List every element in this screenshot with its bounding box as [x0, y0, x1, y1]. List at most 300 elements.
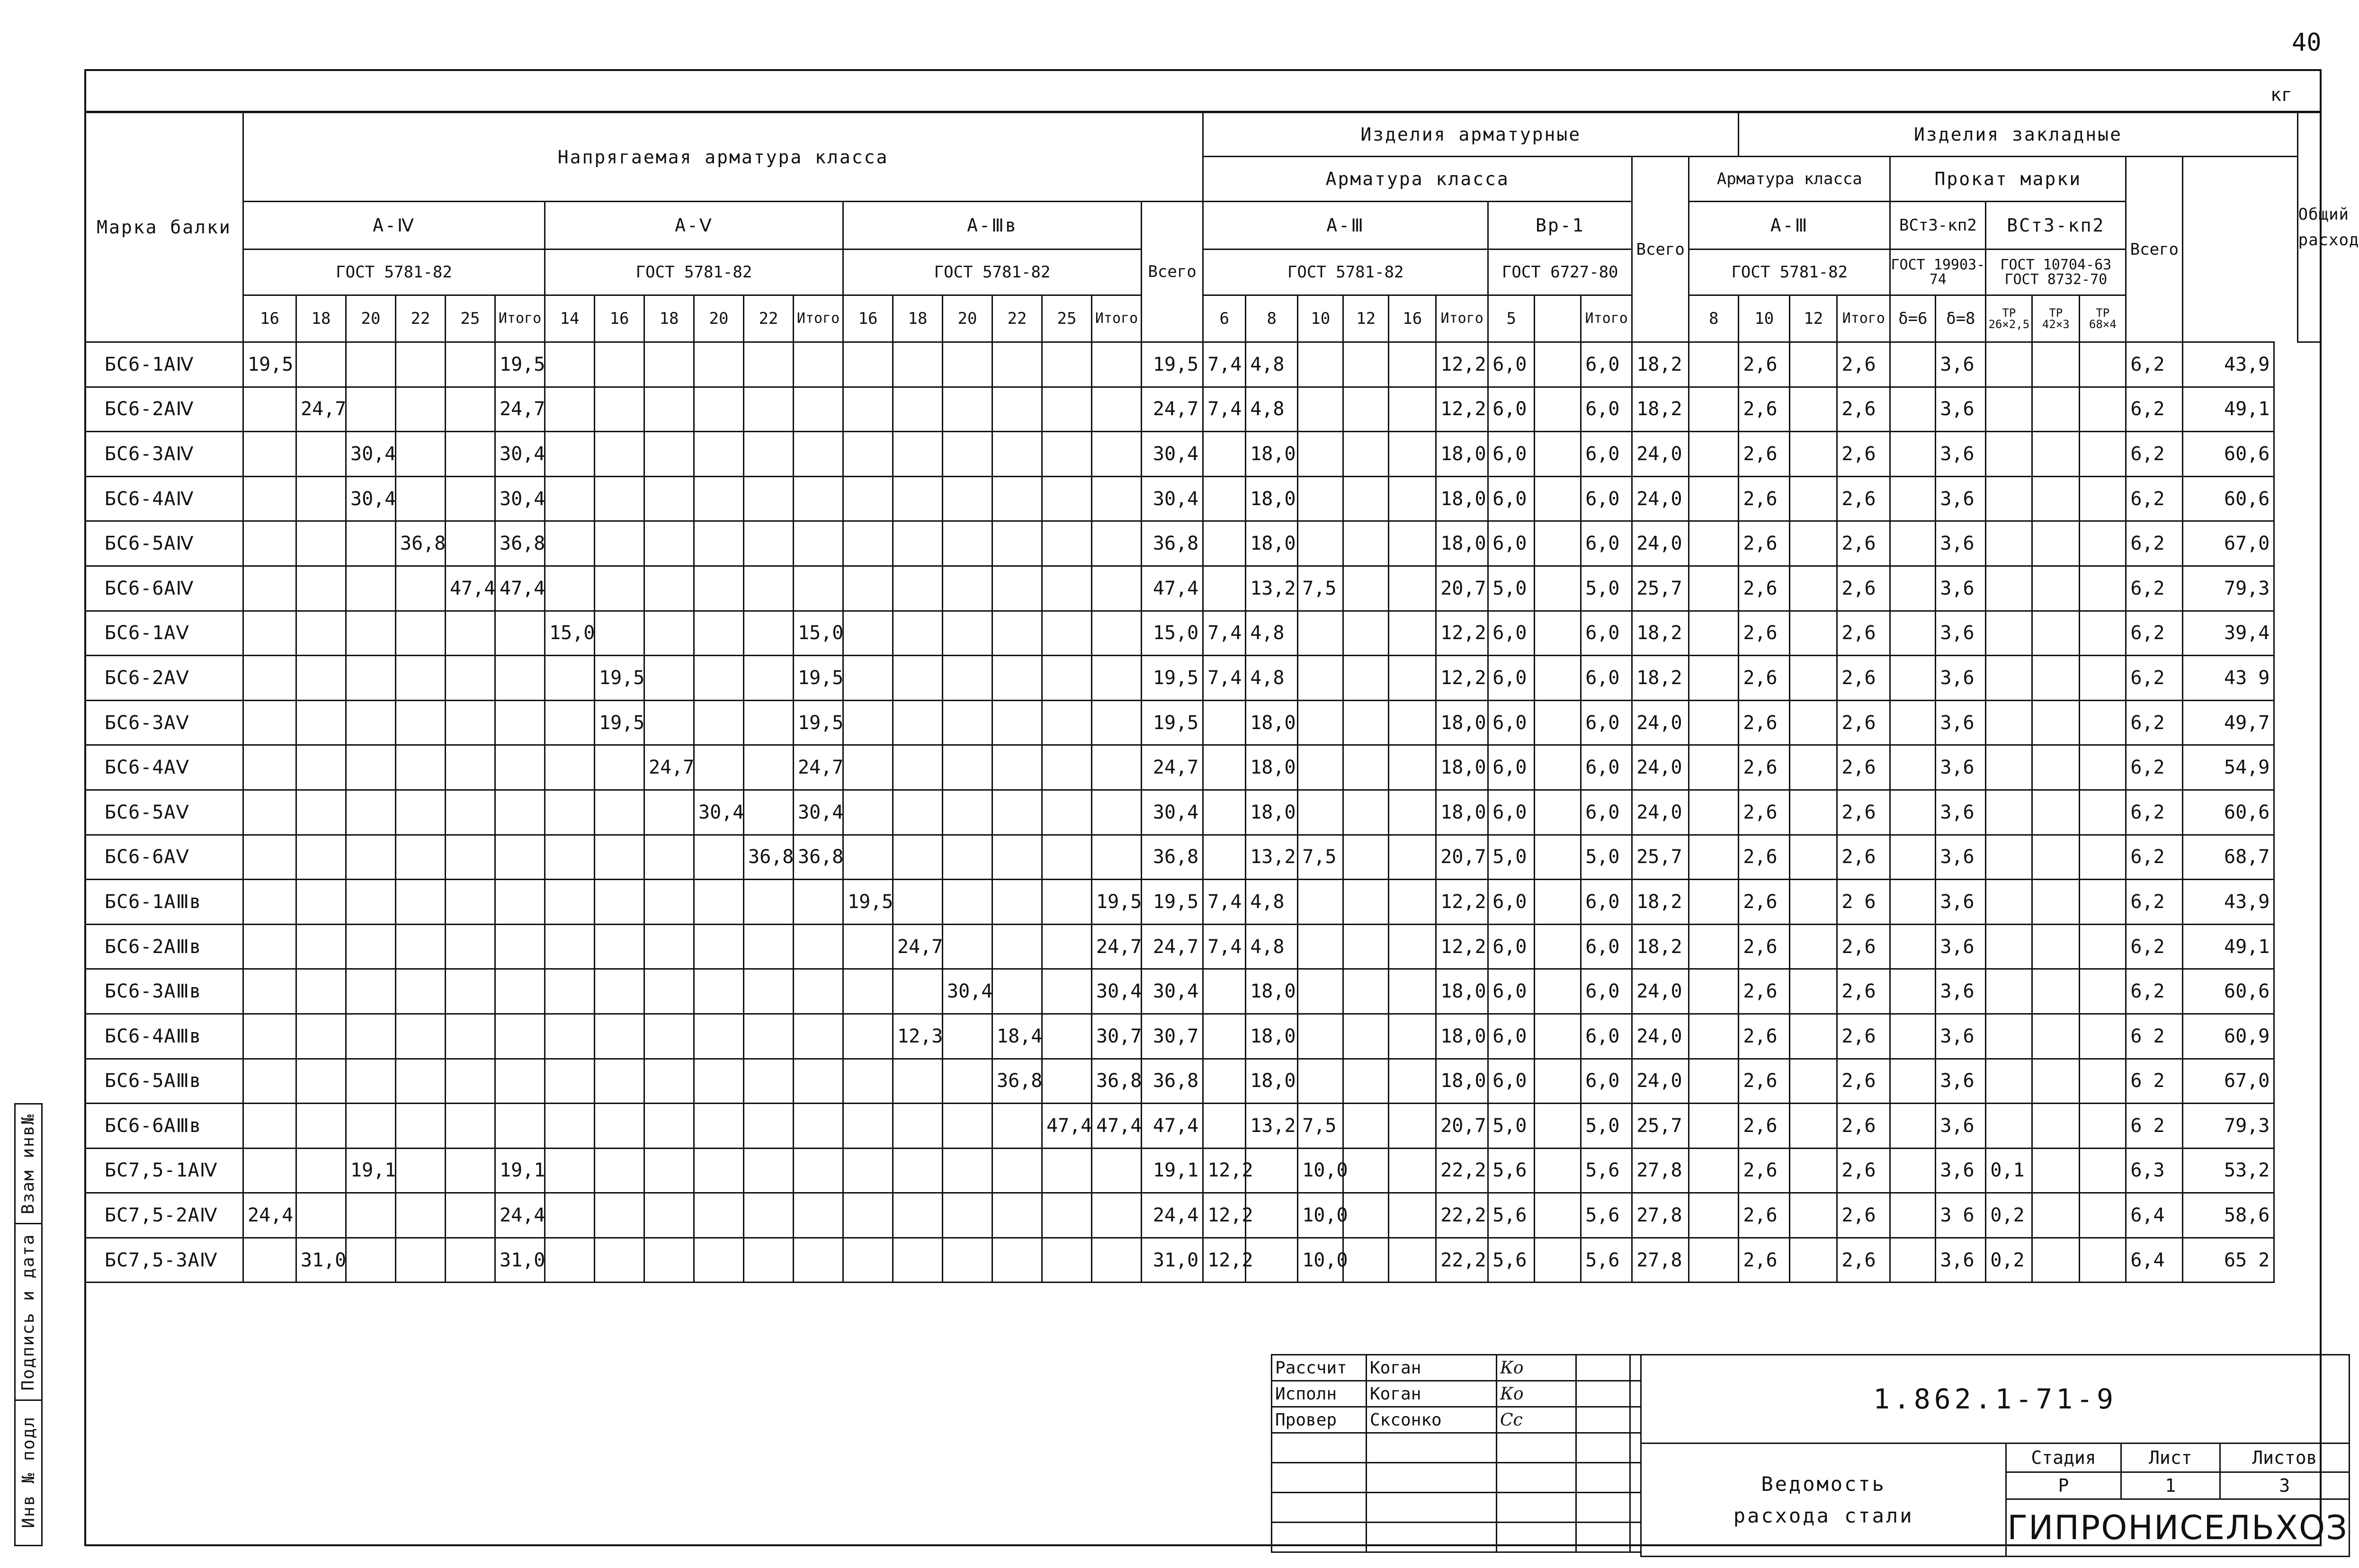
table-cell: [296, 476, 346, 521]
table-cell: [346, 700, 396, 745]
beam-mark: БС6-2АⅢв: [85, 924, 243, 969]
table-cell: 2,6: [1739, 1104, 1790, 1149]
table-cell: [2080, 566, 2126, 611]
table-cell: 49,7: [2183, 700, 2274, 745]
table-cell: [1535, 1014, 1581, 1059]
table-cell: [843, 387, 893, 432]
table-cell: [1389, 656, 1436, 701]
stamp-role-exec: Исполн: [1272, 1381, 1367, 1407]
table-cell: 60,6: [2183, 432, 2274, 477]
table-cell: 36,8: [396, 521, 446, 566]
table-cell: 3,6: [1936, 835, 1986, 880]
table-cell: 6,0: [1488, 790, 1535, 835]
table-cell: [1535, 969, 1581, 1014]
table-cell: [1790, 432, 1837, 477]
beam-mark: БС6-1АⅣ: [85, 342, 243, 387]
table-cell: [943, 880, 992, 925]
table-cell: [595, 432, 644, 477]
table-cell: [644, 835, 694, 880]
table-cell: [1343, 1014, 1389, 1059]
table-cell: 2,6: [1837, 476, 1890, 521]
table-cell: 4,8: [1246, 924, 1298, 969]
table-cell: [1203, 566, 1246, 611]
table-cell: 10,0: [1298, 1193, 1343, 1238]
table-cell: [2032, 1059, 2080, 1104]
table-cell: [1343, 342, 1389, 387]
table-cell: 30,4: [1142, 432, 1203, 477]
table-cell: [1343, 521, 1389, 566]
table-cell: [2032, 700, 2080, 745]
table-cell: [893, 611, 943, 656]
table-cell: 6,2: [2126, 969, 2183, 1014]
table-cell: [1092, 1148, 1142, 1193]
table-cell: [2032, 611, 2080, 656]
table-cell: [1890, 1104, 1936, 1149]
table-cell: [893, 387, 943, 432]
header-gost-a3v: ГОСТ 5781-82: [843, 249, 1142, 295]
table-cell: [744, 1238, 794, 1283]
table-row: [85, 1014, 2321, 1059]
table-cell: [495, 835, 545, 880]
table-cell: 13,2: [1246, 566, 1298, 611]
table-cell: 12,3: [893, 1014, 943, 1059]
table-cell: [1790, 387, 1837, 432]
table-cell: [843, 432, 893, 477]
table-cell: [794, 1014, 843, 1059]
table-cell: [644, 880, 694, 925]
beam-mark: БС6-6АⅢв: [85, 1104, 243, 1149]
table-cell: 6,2: [2126, 521, 2183, 566]
table-cell: [1298, 1014, 1343, 1059]
table-cell: [2032, 387, 2080, 432]
table-cell: [1890, 387, 1936, 432]
table-cell: 36,8: [1142, 521, 1203, 566]
table-cell: 24,7: [1142, 387, 1203, 432]
table-cell: [1790, 1148, 1837, 1193]
sheet-title-line1: Ведомость: [1761, 1472, 1886, 1496]
table-cell: 6,0: [1488, 387, 1535, 432]
table-cell: 47,4: [1042, 1104, 1092, 1149]
table-cell: 12,2: [1436, 342, 1488, 387]
table-cell: 12,2: [1203, 1193, 1246, 1238]
table-cell: [346, 521, 396, 566]
table-cell: [243, 790, 296, 835]
table-cell: 24,4: [495, 1193, 545, 1238]
table-cell: [346, 790, 396, 835]
table-cell: [545, 476, 595, 521]
table-cell: [2080, 476, 2126, 521]
table-cell: [396, 969, 446, 1014]
stage-value: Р: [2006, 1472, 2121, 1499]
table-cell: [595, 969, 644, 1014]
table-cell: [893, 566, 943, 611]
table-cell: 18,0: [1246, 745, 1298, 790]
table-cell: [1986, 476, 2032, 521]
table-cell: [1203, 432, 1246, 477]
diam-a3v-18: 18: [893, 295, 943, 342]
table-cell: [644, 1193, 694, 1238]
table-cell: [1890, 611, 1936, 656]
table-cell: 36,8: [1092, 1059, 1142, 1104]
beam-mark: БС6-2АⅤ: [85, 656, 243, 701]
table-cell: 12,2: [1436, 880, 1488, 925]
table-cell: [296, 566, 346, 611]
table-cell: 2,6: [1837, 1014, 1890, 1059]
subtotal-emb-a3: Итого: [1837, 295, 1890, 342]
table-cell: [992, 521, 1042, 566]
table-cell: 24,0: [1632, 1059, 1689, 1104]
table-cell: 49,1: [2183, 387, 2274, 432]
table-cell: [2032, 1193, 2080, 1238]
table-cell: [893, 1193, 943, 1238]
table-cell: 18,4: [992, 1014, 1042, 1059]
table-cell: 22,2: [1436, 1238, 1488, 1283]
table-cell: [2080, 1059, 2126, 1104]
table-cell: [595, 611, 644, 656]
table-row: [85, 1193, 2321, 1238]
table-cell: 2,6: [1739, 1148, 1790, 1193]
table-cell: [1790, 969, 1837, 1014]
table-cell: 2,6: [1837, 924, 1890, 969]
table-cell: [2080, 1193, 2126, 1238]
table-cell: 30,4: [694, 790, 744, 835]
table-cell: 2,6: [1739, 924, 1790, 969]
table-cell: [943, 700, 992, 745]
table-cell: 2,6: [1837, 387, 1890, 432]
table-cell: [992, 790, 1042, 835]
table-cell: [893, 521, 943, 566]
table-cell: [446, 1104, 495, 1149]
table-cell: [1790, 745, 1837, 790]
subtotal-arm-a3: Итого: [1436, 295, 1488, 342]
table-cell: [794, 1193, 843, 1238]
table-cell: [446, 387, 495, 432]
table-cell: [1042, 969, 1092, 1014]
table-cell: [243, 656, 296, 701]
table-cell: [396, 566, 446, 611]
table-cell: [446, 790, 495, 835]
table-cell: [446, 432, 495, 477]
table-cell: [992, 342, 1042, 387]
tube-68: ТР 68×4: [2080, 295, 2126, 342]
table-cell: [1343, 1238, 1389, 1283]
table-cell: [1389, 745, 1436, 790]
table-cell: 12,2: [1203, 1148, 1246, 1193]
table-cell: 12,2: [1436, 924, 1488, 969]
table-row: [85, 1148, 2321, 1193]
table-cell: 3,6: [1936, 924, 1986, 969]
table-cell: [1689, 1193, 1739, 1238]
table-cell: [1298, 476, 1343, 521]
table-cell: 22,2: [1436, 1148, 1488, 1193]
table-cell: [644, 1014, 694, 1059]
table-cell: 3,6: [1936, 342, 1986, 387]
table-cell: 2,6: [1837, 1059, 1890, 1104]
table-cell: 30,4: [1142, 790, 1203, 835]
table-cell: [1790, 1193, 1837, 1238]
beam-mark: БС7,5-1АⅣ: [85, 1148, 243, 1193]
diam-a4-22: 22: [396, 295, 446, 342]
table-cell: 49,1: [2183, 924, 2274, 969]
table-cell: 6,0: [1581, 342, 1632, 387]
table-cell: [346, 969, 396, 1014]
table-row: [85, 476, 2321, 521]
table-cell: 6,0: [1488, 521, 1535, 566]
table-cell: [1389, 1014, 1436, 1059]
table-cell: 6,4: [2126, 1193, 2183, 1238]
table-cell: [1689, 969, 1739, 1014]
table-cell: 3,6: [1936, 1238, 1986, 1283]
table-cell: [595, 790, 644, 835]
table-cell: [1790, 476, 1837, 521]
table-cell: [243, 969, 296, 1014]
table-cell: 6,2: [2126, 656, 2183, 701]
table-cell: [1389, 432, 1436, 477]
table-cell: [1890, 924, 1936, 969]
table-cell: 2,6: [1739, 566, 1790, 611]
table-cell: 36,8: [1142, 1059, 1203, 1104]
table-cell: [1535, 700, 1581, 745]
table-cell: 6,2: [2126, 476, 2183, 521]
stamp-signature-calc: Ко: [1497, 1355, 1576, 1381]
table-cell: 6,0: [1488, 432, 1535, 477]
table-cell: [943, 656, 992, 701]
table-cell: 2,6: [1837, 1238, 1890, 1283]
table-cell: [1092, 700, 1142, 745]
table-cell: [843, 342, 893, 387]
table-cell: 3,6: [1936, 656, 1986, 701]
table-cell: 12,2: [1436, 387, 1488, 432]
table-cell: 3,6: [1936, 611, 1986, 656]
table-cell: 2,6: [1739, 656, 1790, 701]
table-cell: 18,0: [1436, 521, 1488, 566]
table-cell: [1689, 1104, 1739, 1149]
table-cell: 2,6: [1837, 1193, 1890, 1238]
table-cell: [446, 1148, 495, 1193]
diam-arm-12: 12: [1343, 295, 1389, 342]
table-cell: [1890, 745, 1936, 790]
table-cell: [446, 1238, 495, 1283]
table-cell: [1042, 1193, 1092, 1238]
table-cell: [243, 1238, 296, 1283]
table-cell: [346, 924, 396, 969]
table-cell: 3,6: [1936, 745, 1986, 790]
table-cell: 6,0: [1488, 969, 1535, 1014]
table-cell: [744, 342, 794, 387]
stamp-signature-exec: Ко: [1497, 1381, 1576, 1407]
table-cell: [1389, 342, 1436, 387]
table-cell: 54,9: [2183, 745, 2274, 790]
table-cell: [1389, 835, 1436, 880]
table-cell: 6,0: [1581, 476, 1632, 521]
table-cell: [243, 521, 296, 566]
table-cell: [794, 432, 843, 477]
table-cell: [992, 1238, 1042, 1283]
table-cell: [843, 790, 893, 835]
table-cell: [2032, 1104, 2080, 1149]
table-cell: [992, 476, 1042, 521]
table-cell: [2080, 790, 2126, 835]
organization-name: ГИПРОНИСЕЛЬХОЗ: [2006, 1499, 2350, 1557]
table-cell: [744, 611, 794, 656]
table-cell: [1986, 745, 2032, 790]
table-cell: [1535, 521, 1581, 566]
table-cell: [2032, 969, 2080, 1014]
table-cell: 24,7: [1092, 924, 1142, 969]
table-cell: [1689, 700, 1739, 745]
table-cell: [396, 1059, 446, 1104]
table-cell: 43,9: [2183, 880, 2274, 925]
table-cell: [1535, 1148, 1581, 1193]
table-cell: [794, 387, 843, 432]
table-cell: [893, 342, 943, 387]
table-cell: [744, 700, 794, 745]
table-cell: [545, 432, 595, 477]
table-cell: 36,8: [794, 835, 843, 880]
table-cell: [243, 745, 296, 790]
table-cell: [296, 969, 346, 1014]
table-cell: [346, 656, 396, 701]
table-cell: [1298, 1059, 1343, 1104]
table-cell: 6,0: [1581, 700, 1632, 745]
table-cell: [1986, 521, 2032, 566]
table-cell: 2,6: [1739, 387, 1790, 432]
table-cell: [1535, 432, 1581, 477]
table-cell: [1389, 387, 1436, 432]
table-cell: [296, 835, 346, 880]
table-cell: [1042, 432, 1092, 477]
table-cell: 3,6: [1936, 566, 1986, 611]
table-cell: 6,0: [1488, 1014, 1535, 1059]
table-cell: [893, 835, 943, 880]
table-cell: 6 2: [2126, 1014, 2183, 1059]
table-cell: [1689, 790, 1739, 835]
table-cell: [1343, 611, 1389, 656]
table-cell: 6,0: [1581, 880, 1632, 925]
table-cell: [1092, 835, 1142, 880]
table-cell: [595, 1059, 644, 1104]
table-cell: [992, 745, 1042, 790]
header-total-consumption: Общий расход: [2297, 113, 2321, 342]
table-cell: [396, 790, 446, 835]
table-cell: [843, 1148, 893, 1193]
table-cell: [1042, 924, 1092, 969]
table-cell: [644, 1104, 694, 1149]
table-cell: [694, 880, 744, 925]
table-cell: [545, 790, 595, 835]
table-cell: [1203, 745, 1246, 790]
table-cell: [794, 1059, 843, 1104]
table-cell: [893, 1148, 943, 1193]
table-cell: [595, 835, 644, 880]
table-row: [85, 790, 2321, 835]
table-cell: 60,6: [2183, 476, 2274, 521]
table-cell: [595, 924, 644, 969]
table-cell: [843, 1238, 893, 1283]
diam-arm-10: 10: [1298, 295, 1343, 342]
table-cell: 0,2: [1986, 1193, 2032, 1238]
table-cell: 6,2: [2126, 835, 2183, 880]
table-cell: [595, 745, 644, 790]
table-cell: [1343, 387, 1389, 432]
table-cell: [1890, 790, 1936, 835]
table-cell: [1790, 566, 1837, 611]
table-cell: [243, 476, 296, 521]
table-cell: [943, 1193, 992, 1238]
header-class-a3v: А-Ⅲв: [843, 202, 1142, 249]
table-cell: [1343, 745, 1389, 790]
table-cell: [296, 611, 346, 656]
table-cell: [893, 1104, 943, 1149]
subtotal-a4: Итого: [495, 295, 545, 342]
table-cell: [495, 969, 545, 1014]
table-cell: 30,4: [1092, 969, 1142, 1014]
table-cell: [694, 924, 744, 969]
table-cell: [893, 1059, 943, 1104]
table-cell: [1689, 342, 1739, 387]
table-cell: [1689, 566, 1739, 611]
table-cell: 47,4: [446, 566, 495, 611]
table-cell: [1203, 835, 1246, 880]
table-cell: [1986, 1104, 2032, 1149]
header-gost-a4: ГОСТ 5781-82: [243, 249, 545, 295]
table-cell: [1203, 790, 1246, 835]
table-cell: 0,2: [1986, 1238, 2032, 1283]
table-cell: 6,2: [2126, 790, 2183, 835]
table-cell: [1042, 611, 1092, 656]
stamp-name-calc: Коган: [1367, 1355, 1497, 1381]
table-cell: [1790, 700, 1837, 745]
diam-a4-25: 25: [446, 295, 495, 342]
table-cell: [1042, 476, 1092, 521]
table-cell: [1890, 566, 1936, 611]
table-cell: [545, 835, 595, 880]
table-cell: [843, 656, 893, 701]
table-cell: [1298, 611, 1343, 656]
table-cell: 2,6: [1739, 432, 1790, 477]
table-cell: [595, 1148, 644, 1193]
stage-label: Стадия: [2006, 1443, 2121, 1472]
table-cell: [794, 1148, 843, 1193]
table-cell: [843, 924, 893, 969]
table-cell: 2,6: [1837, 700, 1890, 745]
table-cell: [1343, 700, 1389, 745]
table-cell: [446, 835, 495, 880]
table-cell: [1689, 1238, 1739, 1283]
table-cell: [446, 476, 495, 521]
table-cell: 6,0: [1581, 521, 1632, 566]
table-cell: [545, 387, 595, 432]
table-cell: 36,8: [495, 521, 545, 566]
table-cell: [2080, 880, 2126, 925]
table-cell: 18,0: [1436, 700, 1488, 745]
table-cell: [296, 1059, 346, 1104]
table-cell: [1092, 656, 1142, 701]
table-cell: [943, 342, 992, 387]
table-cell: [943, 566, 992, 611]
header-mark: Марка балки: [85, 113, 243, 342]
table-cell: 3,6: [1936, 432, 1986, 477]
table-cell: [1298, 745, 1343, 790]
table-cell: 18,0: [1436, 790, 1488, 835]
table-cell: 5,0: [1488, 835, 1535, 880]
table-cell: [1092, 566, 1142, 611]
table-cell: 5,6: [1581, 1238, 1632, 1283]
table-cell: [346, 1059, 396, 1104]
table-cell: [943, 1104, 992, 1149]
table-cell: [1790, 1059, 1837, 1104]
table-cell: [1092, 432, 1142, 477]
